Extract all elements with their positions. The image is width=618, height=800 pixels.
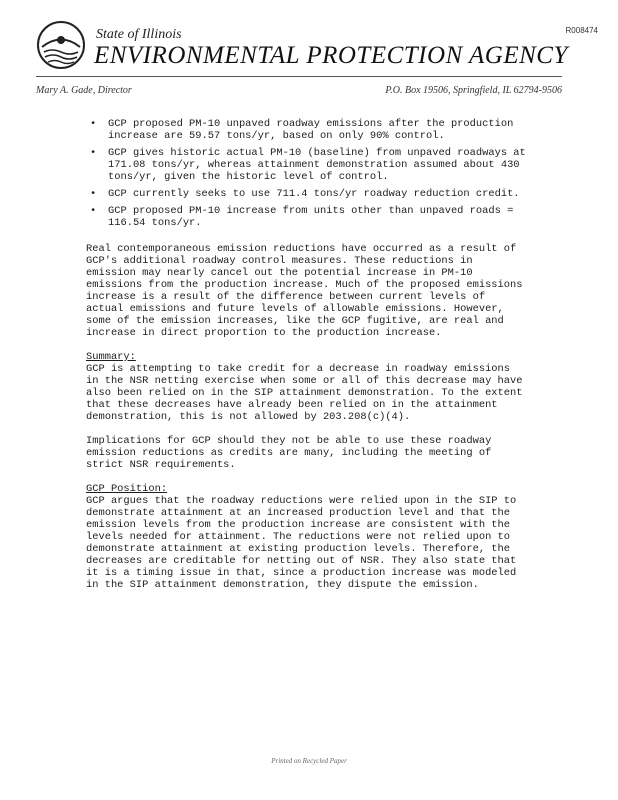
agency-address: P.O. Box 19506, Springfield, IL 62794-9506: [385, 85, 562, 96]
illinois-seal-logo: [36, 20, 86, 70]
summary-paragraph: GCP is attempting to take credit for a decrease in roadway emissions in the NSR netting exercise when some or all of this decrease may have also been relied on in the SIP attainment demonstration. To the extent that these decreases have already been relied on in the attainment demonstration, this is not allowed by 203.208(c)(4).: [86, 363, 523, 423]
agency-name: ENVIRONMENTAL PROTECTION AGENCY: [94, 42, 568, 69]
bullet-item: • GCP currently seeks to use 711.4 tons/yr roadway reduction credit.: [90, 188, 520, 200]
bullet-marker-icon: •: [90, 147, 97, 159]
summary-heading: Summary:: [86, 351, 136, 363]
bullet-item: • GCP proposed PM-10 unpaved roadway emissions after the production increase are 59.57 tons/yr, based on only 90% control.: [90, 118, 514, 142]
recycled-paper-footer: Printed on Recycled Paper: [271, 757, 347, 765]
position-heading: GCP Position:: [86, 483, 168, 495]
state-name: State of Illinois: [96, 27, 182, 42]
letterhead-divider: [36, 76, 562, 77]
implications-paragraph: Implications for GCP should they not be able to use these roadway emission reductions as credits are many, including the meeting of strict NSR requirements.: [86, 435, 492, 471]
bullet-list: [86, 118, 526, 229]
memo-body: [86, 118, 526, 603]
position-paragraph: GCP argues that the roadway reductions were relied upon in the SIP to demonstrate attainment at an increased production level and that the emission levels from the production increase are consistent with the levels needed for attainment. The reductions were not relied upon to demonstrate attainment at existing production levels. Therefore, the decreases are creditable for netting out of NSR. They also state that it is a timing issue in that, since a production increase was modeled in the SIP attainment demonstration, they dispute the emission.: [86, 495, 517, 591]
bullet-item: • GCP gives historic actual PM-10 (baseline) from unpaved roadways at 171.08 tons/yr, whereas attainment demonstration assumed about 430 tons/yr, given the historic level of control.: [90, 147, 526, 183]
bullet-item: • GCP proposed PM-10 increase from units other than unpaved roads = 116.54 tons/yr.: [90, 205, 514, 229]
bullet-marker-icon: •: [90, 205, 97, 217]
bullet-marker-icon: •: [90, 188, 97, 200]
emission-reductions-paragraph: Real contemporaneous emission reductions have occurred as a result of GCP's additional roadway control measures. These reductions in emission may nearly cancel out the potential increase in PM-10 emissions from the production increase. Much of the proposed emissions increase is a result of the difference between current levels of actual emissions and future levels of allowable emissions. However, some of the emission increases, like the GCP fugitive, are real and increase in direct proportion to the production increase.: [86, 243, 523, 339]
bullet-marker-icon: •: [90, 118, 97, 130]
director-name: Mary A. Gade, Director: [36, 85, 132, 96]
document-id: R008474: [565, 26, 598, 35]
